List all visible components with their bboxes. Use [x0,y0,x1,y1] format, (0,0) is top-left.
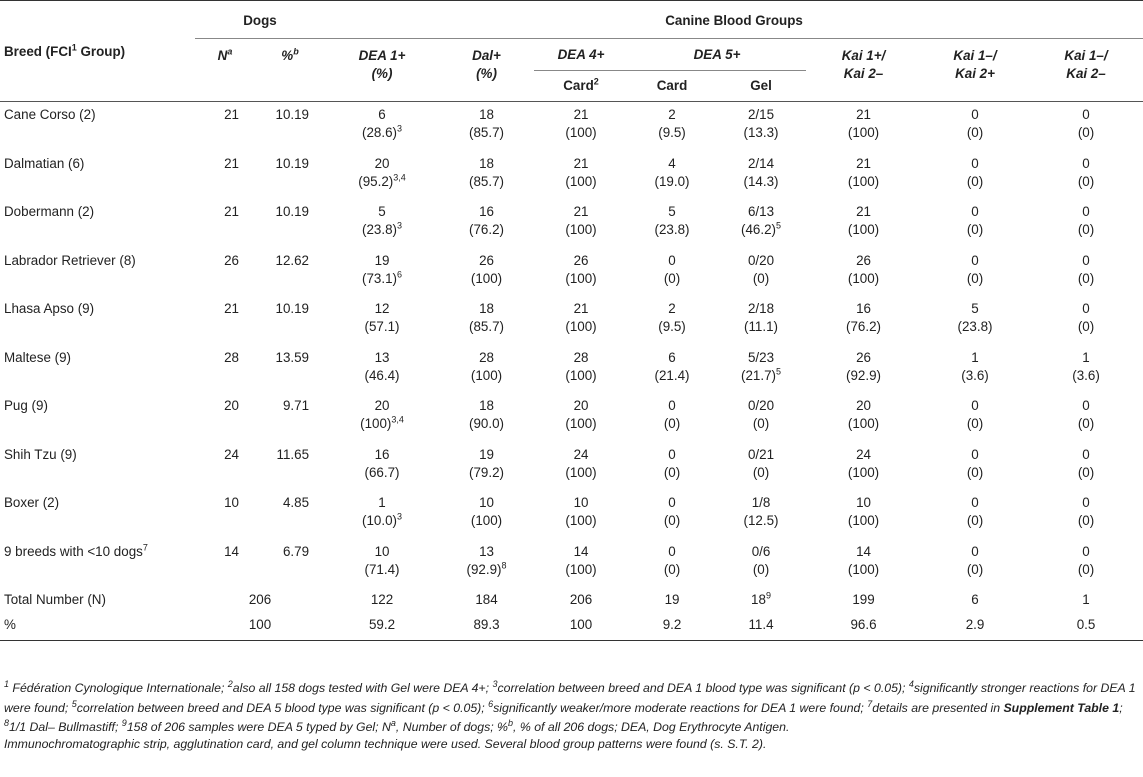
gel5-cell: 0/21 (0) [747,446,775,480]
k3-cell: 0 (0) [1077,107,1095,140]
pct-cell: 13.59 [275,349,310,365]
n-cell: 21 [224,107,239,122]
breed-column-header: Breed (FCI$^1$ Group) [4,42,126,59]
table-row [0,102,1143,151]
k1-cell: 16 (76.2) [846,301,881,334]
n-column-header: $N^a$ [217,46,233,63]
gel5-cell: 2/15 (13.3) [743,107,779,140]
dea4-card-header: Card$^2$ [563,76,599,93]
gel5-cell: 6/13 $(46.2)^5$ [741,204,782,237]
dea1-column-header: DEA 1+ (%) [358,48,406,81]
table-row [0,151,1143,200]
percent-k3: 0.5 [1076,617,1096,632]
pct-cell: 10.19 [275,204,310,219]
card5-cell: 0 (0) [663,495,681,528]
percent-label: % [4,617,16,632]
percent-n: 100 [248,617,272,632]
table-row [0,539,1143,588]
percent-gel5: 11.4 [748,617,774,632]
dal-cell: 18 (85.7) [469,155,504,189]
dea5-card-header: Card [656,78,688,93]
k1-cell: 14 (100) [847,543,880,577]
k1-cell: 20 (100) [847,398,880,431]
n-cell: 10 [224,495,239,510]
n-cell: 24 [224,446,239,462]
gel5-cell: 2/18 (11.1) [744,301,779,334]
table-row [0,442,1143,491]
dal-cell: 13 $(92.9)^8$ [466,543,507,577]
kai2-column-header: Kai 1–/ Kai 2+ [953,48,997,81]
k2-cell: 1 (3.6) [961,349,989,383]
dea4-cell: 24 (100) [565,446,597,480]
pct-cell: 9.71 [282,398,310,413]
n-cell: 20 [224,398,239,413]
n-cell: 14 [224,543,239,559]
total-dea1: 122 [370,592,394,607]
card5-cell: 6 (21.4) [654,349,690,383]
percent-dea4: 100 [569,617,593,632]
card5-cell: 0 (0) [663,398,681,431]
k2-cell: 0 (0) [966,398,984,431]
card5-cell: 0 (0) [663,252,681,286]
dal-cell: 10 (100) [470,495,503,528]
table-row [0,296,1143,345]
table-row [0,393,1143,442]
k1-cell: 21 (100) [847,204,880,237]
canine-blood-groups-header: Canine Blood Groups [325,1,1143,39]
pct-cell: 10.19 [275,301,310,316]
k3-cell: 0 (0) [1077,155,1095,189]
breed-cell: Dalmatian (6) [4,155,85,171]
k2-cell: 0 (0) [966,107,984,140]
pct-cell: 10.19 [275,107,310,122]
dea1-cell: 16 (66.7) [364,446,400,480]
dal-cell: 28 (100) [470,349,503,383]
k3-cell: 0 (0) [1077,204,1095,237]
dal-cell: 16 (76.2) [469,204,504,237]
dogs-header: Dogs [195,1,325,39]
total-k1: 199 [852,592,875,607]
k3-cell: 1 (3.6) [1072,349,1100,383]
total-k3: 1 [1082,592,1090,607]
n-cell: 21 [224,155,239,171]
methods-note: Immunochromatographic strip, agglutination card, and gel column technique were used. Several blood group patterns were found (s. S.T. 2). [4,737,767,751]
breed-cell: Labrador Retriever (8) [4,252,136,268]
breed-cell: Boxer (2) [4,495,60,510]
k2-cell: 0 (0) [966,204,984,237]
k3-cell: 0 (0) [1077,446,1095,480]
gel5-cell: 1/8 (12.5) [743,495,779,528]
dea1-cell: 5 $(23.8)^3$ [362,204,403,237]
k1-cell: 26 (100) [847,252,880,286]
k2-cell: 0 (0) [966,155,984,189]
pct-cell: 12.62 [275,252,310,268]
k1-cell: 21 (100) [847,107,880,140]
dea1-cell: 20 $(100)^{3,4}$ [360,398,404,431]
kai3-column-header: Kai 1–/ Kai 2– [1064,48,1108,81]
dea5-gel-header: Gel [750,78,772,93]
breed-cell: Cane Corso (2) [4,107,96,122]
kai1-column-header: Kai 1+/ Kai 2– [841,48,886,81]
table-row [0,248,1143,297]
total-row [0,587,1143,616]
table-row [0,345,1143,394]
percent-dal: 89.3 [473,617,500,632]
dea4-cell: 21 (100) [565,107,597,140]
dal-cell: 18 (85.7) [469,107,504,140]
table-footnotes: $^1$ Fédération Cynologique Internationale; $^2$also all 158 dogs tested with Gel were DEA 4+; $^3$correlation between breed and DEA 1 blood type was significant (p < 0.05); $^4$significantly stronger reactions for DEA 1 were found; $^5$correlation between breed and DEA 5 blood type was significant (p < 0.05); $^6$significantly weaker/more moderate reactions for DEA 1 were found; $^7$details are presented in Supplement Table 1; $^8$1/1 Dal– Bullmastiff; $^9$158 of 206 samples were DEA 5 typed by Gel; $N^a$, Number of dogs; %$^b$, % of all 206 dogs; DEA, Dog Erythrocyte Antigen. [4,678,1136,734]
k2-cell: 0 (0) [966,252,984,286]
table-row [0,490,1143,539]
k2-cell: 0 (0) [966,543,984,577]
pct-cell: 6.79 [282,543,310,559]
header-row-1 [0,1,1143,39]
dea4-cell: 28 (100) [565,349,597,383]
pct-cell: 4.85 [282,495,310,510]
dal-cell: 18 (85.7) [469,301,504,334]
percent-card5: 9.2 [662,617,682,632]
dea4-cell: 21 (100) [565,301,597,334]
dea1-cell: 20 $(95.2)^{3,4}$ [358,155,406,189]
gel5-cell: 2/14 (14.3) [743,155,779,189]
dea1-cell: 19 $(73.1)^6$ [362,252,403,286]
total-dal: 184 [475,592,498,607]
percent-dea1: 59.2 [368,617,396,632]
dea4-cell: 26 (100) [565,252,597,286]
k2-cell: 0 (0) [966,446,984,480]
dea5-column-header: DEA 5+ [628,39,806,71]
breed-cell: Maltese (9) [4,349,71,365]
dea1-cell: 6 $(28.6)^3$ [362,107,403,140]
dea4-cell: 14 (100) [565,543,597,577]
supplement-table-link[interactable]: Supplement Table 1 [1003,700,1120,715]
k2-cell: 0 (0) [966,495,984,528]
n-cell: 28 [224,349,239,365]
k3-cell: 0 (0) [1077,543,1095,577]
card5-cell: 0 (0) [663,543,681,577]
total-gel5: $18^9$ [751,590,771,607]
breed-cell: Shih Tzu (9) [4,446,77,462]
dea4-cell: 21 (100) [565,155,597,189]
total-label: Total Number (N) [4,592,106,607]
k1-cell: 24 (100) [847,446,880,480]
card5-cell: 2 (9.5) [658,107,686,140]
gel5-cell: 0/20 (0) [747,398,775,431]
n-cell: 26 [224,252,239,268]
table-row [0,199,1143,248]
percent-k2: 2.9 [965,617,985,632]
gel5-cell: 0/6 (0) [751,543,771,577]
percent-k1: 96.6 [850,617,877,632]
k3-cell: 0 (0) [1077,301,1095,334]
total-dea4: 206 [569,592,593,607]
gel5-cell: 0/20 (0) [747,252,775,286]
n-cell: 21 [224,301,239,316]
k3-cell: 0 (0) [1077,398,1095,431]
k3-cell: 0 (0) [1077,252,1095,286]
breed-cell: Pug (9) [4,398,48,413]
pct-cell: 11.65 [276,446,310,462]
dal-cell: 19 (79.2) [469,446,504,480]
card5-cell: 5 (23.8) [654,204,690,237]
total-n: 206 [248,592,272,607]
dea4-column-header: DEA 4+ [534,39,628,71]
breed-cell: Dobermann (2) [4,204,95,219]
k1-cell: 21 (100) [847,155,880,189]
n-cell: 21 [224,204,239,219]
percent-row [0,616,1143,641]
total-k2: 6 [971,592,979,607]
breed-cell: Lhasa Apso (9) [4,301,95,316]
k2-cell: 5 (23.8) [957,301,993,334]
pct-column-header: %$^b$ [281,46,299,63]
dea4-cell: 21 (100) [565,204,597,237]
dea4-cell: 20 (100) [565,398,597,431]
k1-cell: 26 (92.9) [846,349,881,383]
dea1-cell: 13 (46.4) [364,349,400,383]
dea1-cell: 12 (57.1) [364,301,400,334]
k1-cell: 10 (100) [847,495,880,528]
gel5-cell: 5/23 $(21.7)^5$ [741,349,782,383]
dal-cell: 26 (100) [470,252,503,286]
dea1-cell: 1 $(10.0)^3$ [362,495,403,528]
dal-column-header: Dal+ (%) [472,48,501,81]
dea1-cell: 10 (71.4) [364,543,400,577]
k3-cell: 0 (0) [1077,495,1095,528]
breed-cell: 9 breeds with <10 dogs$^7$ [4,542,148,559]
dal-cell: 18 (90.0) [469,398,504,431]
total-card5: 19 [664,592,680,607]
dea4-cell: 10 (100) [565,495,597,528]
card5-cell: 0 (0) [663,446,681,480]
card5-cell: 4 (19.0) [654,155,690,189]
pct-cell: 10.19 [275,155,310,171]
card5-cell: 2 (9.5) [658,301,686,334]
